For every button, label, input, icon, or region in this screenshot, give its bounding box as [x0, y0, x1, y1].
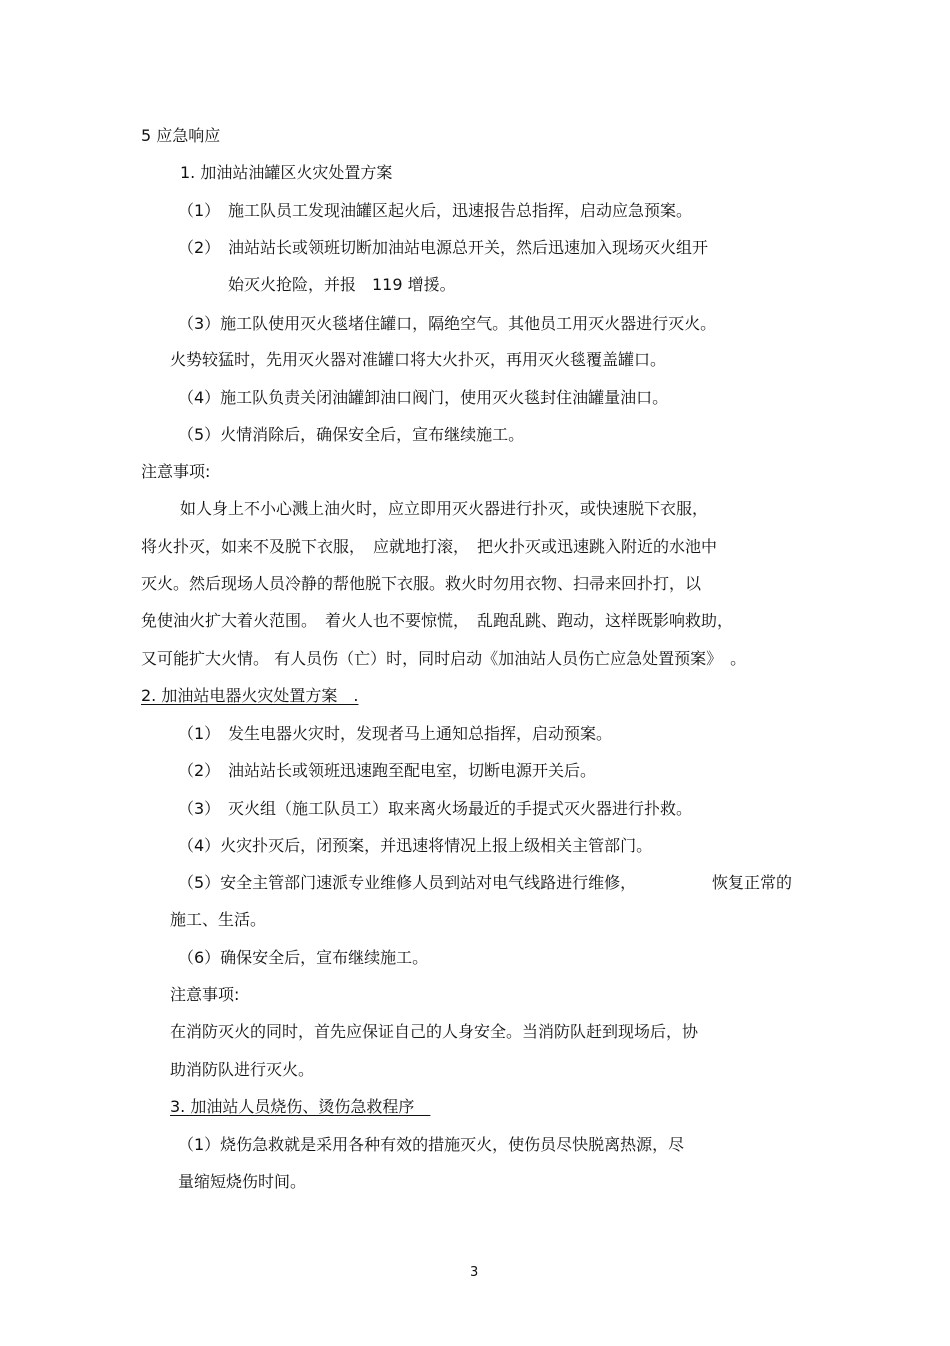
page-number: 3	[470, 1265, 479, 1280]
plan2-step2-num: （2）	[178, 761, 221, 780]
plan2-step4: （4）火灾扑灭后，闭预案，并迅速将情况上报上级相关主管部门。	[178, 836, 653, 855]
plan1-note-line2: 将火扑灭，如来不及脱下衣服， 应就地打滚， 把火扑灭或迅速跳入附近的水池中	[141, 537, 718, 556]
plan1-step1-num: （1）	[178, 201, 221, 220]
plan1-step2-line2: 始灭火抢险，并报 119 增援。	[228, 275, 456, 294]
plan2-step6: （6）确保安全后，宣布继续施工。	[178, 948, 429, 967]
plan2-step2: 油站站长或领班迅速跑至配电室，切断电源开关后。	[228, 761, 597, 780]
plan1-step1: 施工队员工发现油罐区起火后，迅速报告总指挥，启动应急预案。	[228, 201, 693, 220]
plan1-step3-line2: 火势较猛时，先用灭火器对准罐口将大火扑灭，再用灭火毯覆盖罐口。	[170, 350, 667, 369]
plan3-title: 3. 加油站人员烧伤、烫伤急救程序	[170, 1097, 431, 1116]
plan2-step5-line2: 施工、生活。	[170, 910, 267, 929]
plan1-step2-num: （2）	[178, 238, 221, 257]
plan1-note-line4: 免使油火扩大着火范围。 着火人也不要惊慌， 乱跑乱跳、跑动，这样既影响救助，	[141, 611, 734, 630]
plan2-step5-line1-end: 恢复正常的	[712, 873, 793, 892]
plan1-notes-label: 注意事项:	[141, 462, 211, 481]
plan1-note-line5: 又可能扩大火情。 有人员伤（亡）时，同时启动《加油站人员伤亡应急处置预案》 。	[141, 649, 747, 668]
plan1-step2-line1: 油站站长或领班切断加油站电源总开关，然后迅速加入现场灭火组开	[228, 238, 709, 257]
plan2-step1-num: （1）	[178, 724, 221, 743]
plan3-step1-line2: 量缩短烧伤时间。	[178, 1172, 307, 1191]
plan2-note-line1: 在消防灭火的同时，首先应保证自己的人身安全。当消防队赶到现场后，协	[170, 1022, 699, 1041]
plan2-note-line2: 助消防队进行灭火。	[170, 1060, 315, 1079]
plan2-step1: 发生电器火灾时，发现者马上通知总指挥，启动预案。	[228, 724, 613, 743]
plan1-title: 1. 加油站油罐区火灾处置方案	[180, 163, 393, 182]
plan2-step3: 灭火组（施工队员工）取来离火场最近的手提式灭火器进行扑救。	[228, 799, 693, 818]
plan1-step5: （5）火情消除后，确保安全后，宣布继续施工。	[178, 425, 525, 444]
plan1-note-line3: 灭火。然后现场人员冷静的帮他脱下衣服。救火时勿用衣物、扫帚来回扑打，以	[141, 574, 702, 593]
plan2-title: 2. 加油站电器火灾处置方案 .	[141, 686, 359, 705]
section-title: 5 应急响应	[141, 126, 221, 145]
plan2-notes-label: 注意事项:	[170, 985, 240, 1004]
plan3-step1-line1: （1）烧伤急救就是采用各种有效的措施灭火，使伤员尽快脱离热源，尽	[178, 1135, 685, 1154]
plan2-step3-num: （3）	[178, 799, 221, 818]
plan2-step5-line1: （5）安全主管部门速派专业维修人员到站对电气线路进行维修，	[178, 873, 637, 892]
plan1-step3-line1: （3）施工队使用灭火毯堵住罐口，隔绝空气。其他员工用灭火器进行灭火。	[178, 314, 717, 333]
plan1-note-line1: 如人身上不小心溅上油火时，应立即用灭火器进行扑灭，或快速脱下衣服，	[180, 499, 709, 518]
plan1-step4: （4）施工队负责关闭油罐卸油口阀门，使用灭火毯封住油罐量油口。	[178, 388, 669, 407]
